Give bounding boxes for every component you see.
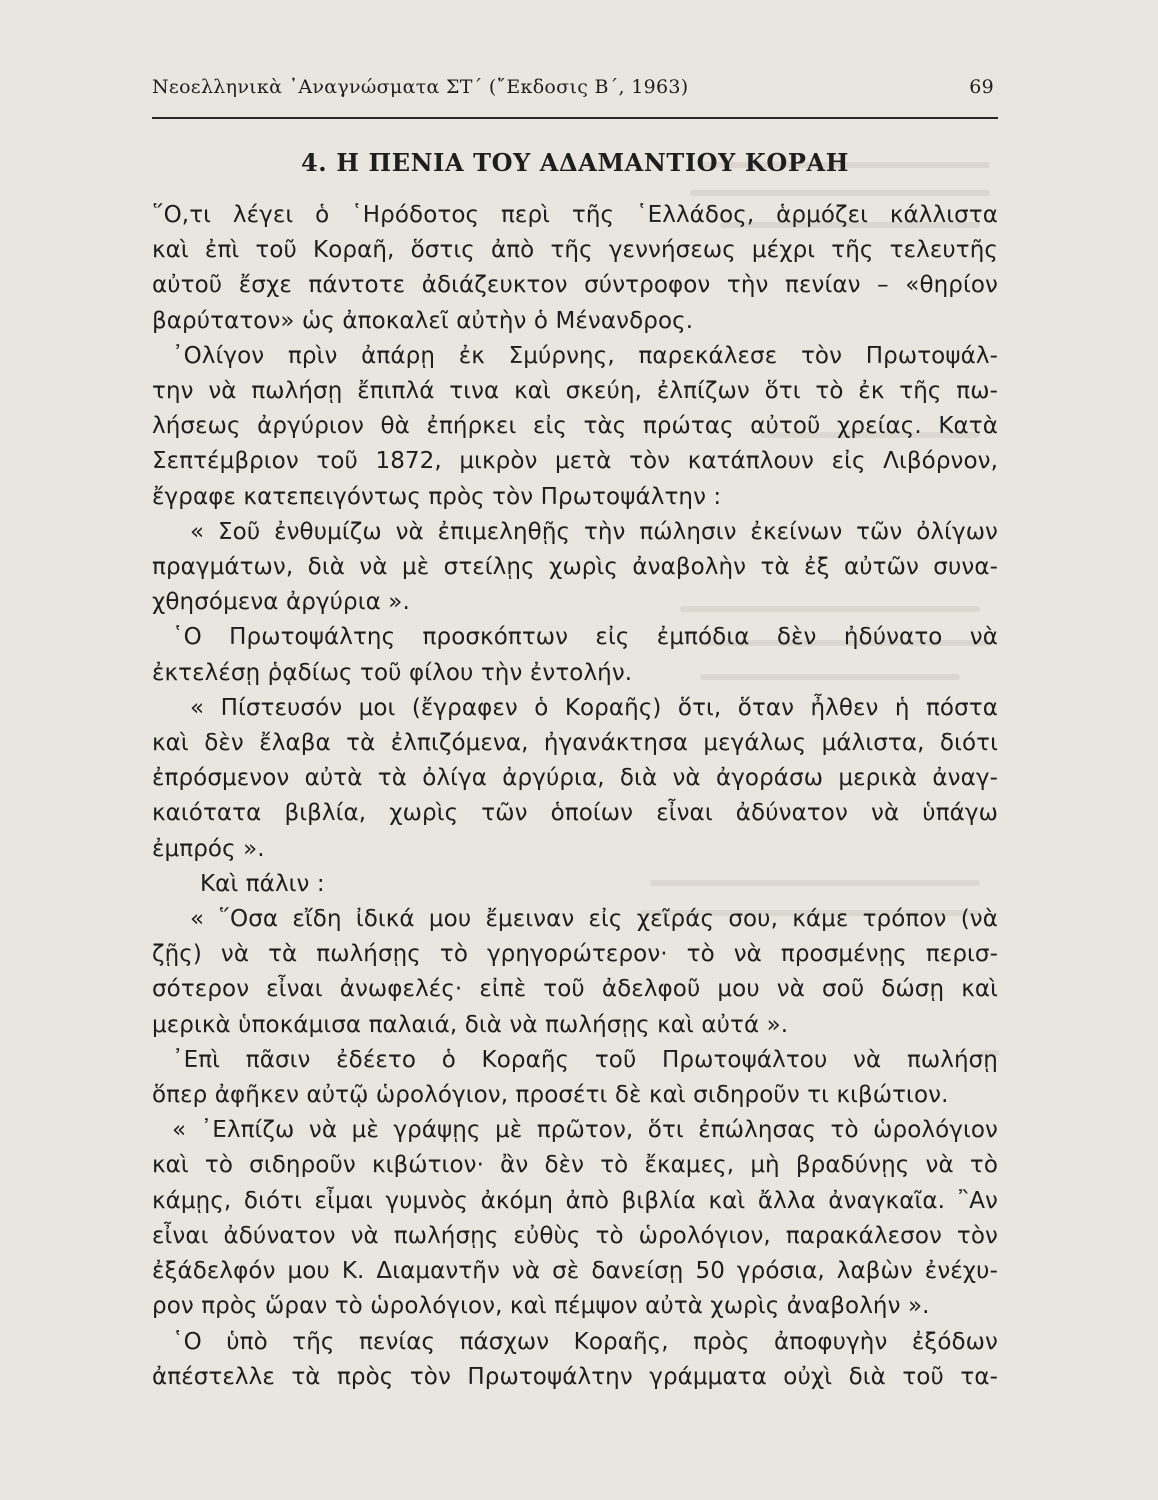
text-line: χθησόμενα ἀργύρια ». [152, 589, 410, 616]
text-line: ἐκτελέσῃ ῥᾳδίως τοῦ φίλου τὴν ἐντολήν. [152, 659, 633, 686]
chapter-title: 4. Η ΠΕΝΙΑ ΤΟΥ ΑΔΑΜΑΝΤΙΟΥ ΚΟΡΑΗ [301, 148, 849, 177]
text-line: πραγμάτων, διὰ νὰ μὲ στείλῃς χωρὶς ἀναβολὴν τὰ ἐξ αὐτῶν συνα- [152, 554, 998, 581]
text-line: καὶ ἐπὶ τοῦ Κοραῆ, ὅστις ἀπὸ τῆς γεννήσεως μέχρι τῆς τελευτῆς [152, 237, 998, 264]
text-line: ἐμπρός ». [152, 835, 265, 862]
text-line: καιότατα βιβλία, χωρὶς τῶν ὁποίων εἶναι ἀδύνατον νὰ ὑπάγω [152, 800, 998, 827]
running-title: Νεοελληνικὰ ᾿Αναγνώσματα ΣΤ΄ (῎Εκδοσις Β΄, 1963) [152, 76, 689, 98]
text-line: λήσεως ἀργύριον θὰ ἐπήρκει εἰς τὰς πρώτας αὐτοῦ χρείας. Κατὰ [152, 413, 998, 440]
text-line: σότερον εἶναι ἀνωφελές· εἰπὲ τοῦ ἀδελφοῦ μου νὰ σοῦ δώσῃ καὶ [152, 976, 998, 1003]
page-number: 69 [969, 76, 994, 98]
text-line: καὶ δὲν ἔλαβα τὰ ἐλπιζόμενα, ἠγανάκτησα μεγάλως μάλιστα, διότι [152, 730, 998, 757]
text-line: ἐπρόσμενον αὐτὰ τὰ ὀλίγα ἀργύρια, διὰ νὰ ἀγοράσω μερικὰ ἀναγ- [152, 765, 998, 792]
text-line: καὶ τὸ σιδηροῦν κιβώτιον· ἂν δὲν τὸ ἔκαμες, μὴ βραδύνῃς νὰ τὸ [152, 1152, 998, 1179]
text-line: « ῞Οσα εἴδη ἰδικά μου ἔμειναν εἰς χεῖράς σου, κάμε τρόπον (νὰ [190, 906, 998, 933]
text-line: « Σοῦ ἐνθυμίζω νὰ ἐπιμεληθῇς τὴν πώλησιν ἐκείνων τῶν ὀλίγων [190, 518, 998, 545]
text-line: την νὰ πωλήσῃ ἔπιπλά τινα καὶ σκεύη, ἐλπίζων ὅτι τὸ ἐκ τῆς πω- [152, 378, 998, 405]
text-line: κάμῃς, διότι εἶμαι γυμνὸς ἀκόμη ἀπὸ βιβλία καὶ ἄλλα ἀναγκαῖα. ῍Αν [152, 1187, 998, 1214]
text-line: « ᾿Ελπίζω νὰ μὲ γράψῃς μὲ πρῶτον, ὅτι ἐπώλησας τὸ ὡρολόγιον [172, 1117, 998, 1144]
text-line: ῞Ο,τι λέγει ὁ ῾Ηρόδοτος περὶ τῆς ῾Ελλάδος, ἁρμόζει κάλλιστα [152, 202, 998, 228]
text-line: ἐξάδελφόν μου Κ. Διαμαντῆν νὰ σὲ δανείσῃ 50 γρόσια, λαβὼν ἐνέχυ- [152, 1258, 998, 1285]
text-line: ὅπερ ἀφῆκεν αὐτῷ ὡρολόγιον, προσέτι δὲ καὶ σιδηροῦν τι κιβώτιον. [152, 1082, 949, 1109]
text-line: ρον πρὸς ὥραν τὸ ὡρολόγιον, καὶ πέμψον αὐτὰ χωρὶς ἀναβολήν ». [152, 1293, 930, 1320]
text-line: ᾿Ολίγον πρὶν ἀπάρῃ ἐκ Σμύρνης, παρεκάλεσε τὸν Πρωτοψάλ- [172, 342, 998, 369]
running-header [152, 74, 998, 104]
text-line: ῾Ο Πρωτοψάλτης προσκόπτων εἰς ἐμπόδια δὲν ἠδύνατο νὰ [172, 624, 998, 651]
text-line: ῾Ο ὑπὸ τῆς πενίας πάσχων Κοραῆς, πρὸς ἀποφυγὴν ἐξόδων [172, 1328, 998, 1355]
text-line: ἔγραφε κατεπειγόντως πρὸς τὸν Πρωτοψάλτην : [152, 483, 722, 510]
text-line: ζῇς) νὰ τὰ πωλήσῃς τὸ γρηγορώτερον· τὸ νὰ προσμένῃς περισ- [152, 941, 998, 968]
text-line: βαρύτατον» ὡς ἀποκαλεῖ αὐτὴν ὁ Μένανδρος. [152, 307, 694, 334]
text-line: μερικὰ ὑποκάμισα παλαιά, διὰ νὰ πωλήσῃς καὶ αὐτά ». [152, 1011, 789, 1038]
header-rule [152, 117, 998, 119]
text-line: Σεπτέμβριον τοῦ 1872, μικρὸν μετὰ τὸν κατάπλουν εἰς Λιβόρνον, [152, 448, 998, 475]
text-line: Καὶ πάλιν : [200, 870, 325, 897]
text-line: ἀπέστελλε τὰ πρὸς τὸν Πρωτοψάλτην γράμματα οὐχὶ διὰ τοῦ τα- [152, 1363, 998, 1390]
text-line: ᾿Επὶ πᾶσιν ἐδέετο ὁ Κοραῆς τοῦ Πρωτοψάλτου νὰ πωλήσῃ [172, 1046, 998, 1073]
text-line: εἶναι ἀδύνατον νὰ πωλήσῃς εὐθὺς τὸ ὡρολόγιον, παρακάλεσον τὸν [152, 1222, 998, 1249]
text-line: αὐτοῦ ἔσχε πάντοτε ἀδιάζευκτον σύντροφον τὴν πενίαν – «θηρίον [152, 272, 998, 299]
text-line: « Πίστευσόν μοι (ἔγραφεν ὁ Κοραῆς) ὅτι, ὅταν ἦλθεν ἡ πόστα [190, 694, 998, 721]
body-text [152, 198, 998, 1395]
